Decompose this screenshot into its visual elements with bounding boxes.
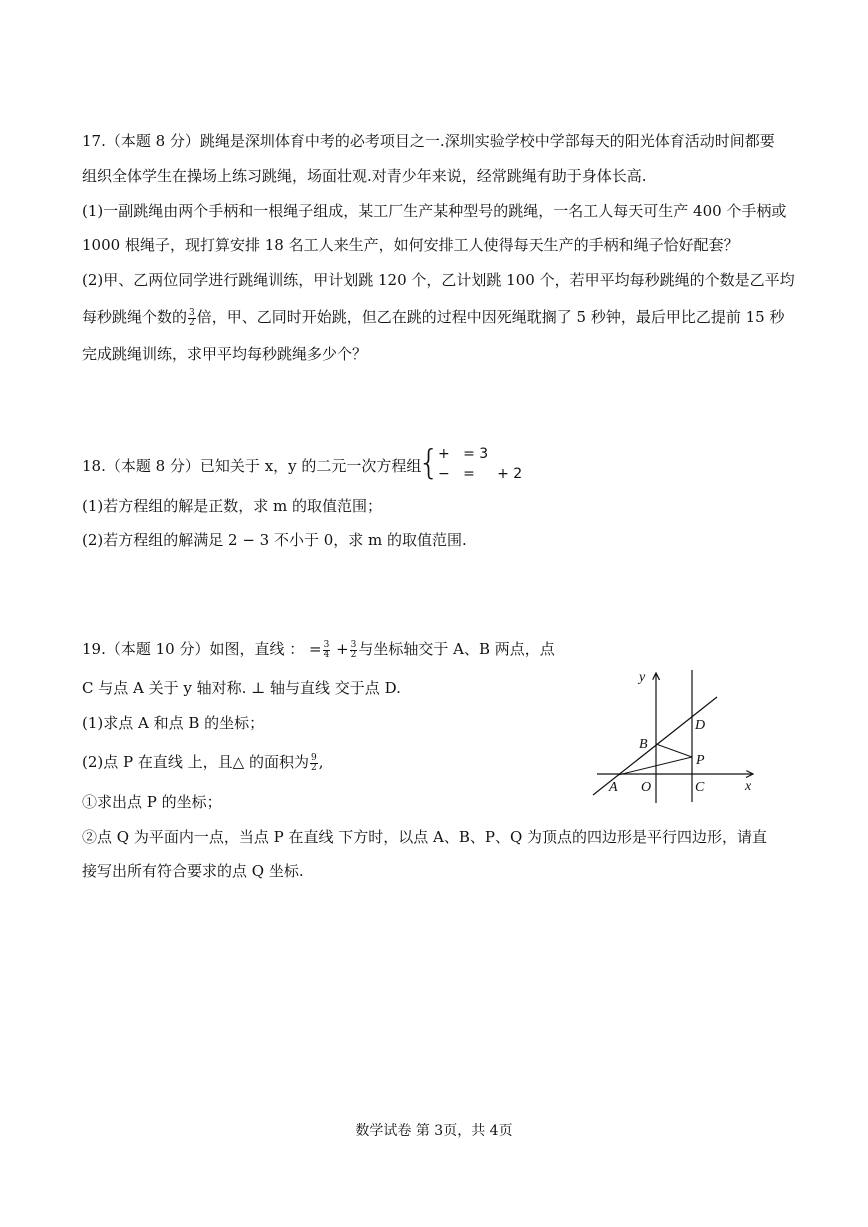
q17-part1-line-2: 1000 根绳子，现打算安排 18 名工人来生产，如何安排工人使得每天生产的手柄和绳子恰好配套？: [82, 236, 739, 254]
q19-part2-text: (2)点 P 在直线 上，且△ 的面积为: [82, 753, 309, 771]
fraction-9-2: $\frac{9}{2}$: [310, 752, 317, 773]
label-d: D: [695, 718, 706, 733]
label-x: x: [745, 779, 752, 794]
q19-part2: [82, 752, 323, 773]
q17-part1-line-1: (1)一副跳绳由两个手柄和一根绳子组成，某工厂生产某种型号的跳绳，一名工人每天可生产 400 个手柄或: [82, 202, 787, 220]
q18-part2: (2)若方程组的解满足 2 − 3 不小于 0，求 m 的取值范围.: [82, 531, 467, 549]
label-c: C: [695, 780, 705, 795]
fraction-3-2b: $\frac{3}{2}$: [350, 639, 357, 660]
q17-part2-line-1: (2)甲、乙两位同学进行跳绳训练，甲计划跳 120 个，乙计划跳 100 个，若甲平均每秒跳绳的个数是乙平均: [82, 271, 795, 289]
q17-text-a: 每秒跳绳个数的: [82, 308, 188, 326]
fraction-3-2: $\frac{3}{2}$: [189, 307, 195, 328]
fraction-3-4: $\frac{3}{4}$: [323, 639, 330, 660]
label-y: y: [639, 670, 646, 685]
q19-part2-sub2-line1: ②点 Q 为平面内一点，当点 P 在直线 下方时，以点 A、B、P、Q 为顶点的四边形是平行四边形，请直: [82, 828, 768, 846]
coordinate-figure: [585, 665, 770, 805]
q19-line-1: [82, 639, 555, 660]
q19-line-2: C 与点 A 关于 y 轴对称. ⊥ 轴与直线 交于点 D.: [82, 679, 401, 697]
label-b: B: [639, 737, 648, 752]
segment-bp: [656, 744, 692, 757]
label-o: O: [641, 780, 652, 795]
q18-part1: (1)若方程组的解是正数，求 m 的取值范围；: [82, 497, 383, 515]
page-footer: 数学试卷 第 3页，共 4页: [355, 1123, 513, 1139]
equation-1: + = 3: [438, 446, 489, 462]
q17-text-b: 倍，甲、乙同时开始跳，但乙在跳的过程中因死绳耽搁了 5 秒钟，最后甲比乙提前 15 秒: [196, 308, 785, 326]
q17-line-2: 组织全体学生在操场上练习跳绳，场面壮观.对青少年来说，经常跳绳有助于身体长高.: [82, 167, 647, 185]
q17-line-1: 17.（本题 8 分）跳绳是深圳体育中考的必考项目之一.深圳实验学校中学部每天的阳光体育活动时间都要: [82, 132, 775, 150]
q19-text-c: 与坐标轴交于 A、B 两点，点: [358, 640, 555, 658]
q19-part2-comma: ,: [318, 753, 324, 771]
q19-part2-sub1: ①求出点 P 的坐标；: [82, 793, 222, 811]
label-p: P: [696, 753, 705, 768]
q19-text-a: 19.（本题 10 分）如图，直线 ： =: [82, 640, 322, 658]
equation-2: − = + 2: [438, 466, 523, 482]
brace-symbol: {: [418, 443, 440, 483]
q19-text-b: +: [331, 640, 349, 658]
label-a: A: [609, 780, 618, 795]
q19-part2-sub2-line2: 接写出所有符合要求的点 Q 坐标.: [82, 862, 304, 880]
q17-part2-line-3: 完成跳绳训练，求甲平均每秒跳绳多少个？: [82, 345, 368, 363]
q19-part1: (1)求点 A 和点 B 的坐标；: [82, 714, 265, 732]
q18-line-1: 18.（本题 8 分）已知关于 x，y 的二元一次方程组: [82, 457, 422, 475]
q17-part2-line-2: [82, 307, 784, 328]
